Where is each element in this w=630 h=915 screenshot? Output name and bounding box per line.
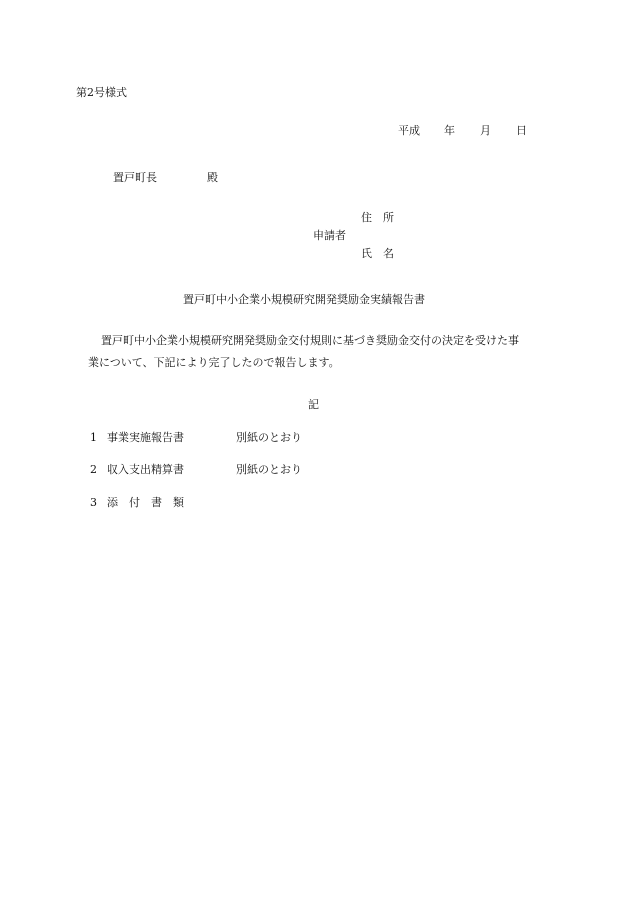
- addressee-honorific: 殿: [207, 171, 218, 184]
- item-number: 1: [90, 431, 97, 444]
- ki-label: 記: [308, 398, 319, 411]
- item-number: 3: [90, 496, 97, 509]
- addressee-name: 置戸町長: [113, 171, 157, 184]
- item-number: 2: [90, 463, 97, 476]
- item-label: 添 付 書 類: [107, 496, 184, 509]
- item-value: 別紙のとおり: [236, 463, 302, 476]
- date-year: 年: [444, 124, 455, 137]
- date-month: 月: [480, 124, 491, 137]
- item-value: 別紙のとおり: [236, 431, 302, 444]
- form-number: 第2号様式: [76, 86, 127, 99]
- date-era: 平成: [398, 124, 420, 137]
- date-day: 日: [516, 124, 527, 137]
- document-title: 置戸町中小企業小規模研究開発奨励金実績報告書: [183, 293, 425, 306]
- address-label: 住 所: [361, 211, 394, 224]
- applicant-label: 申請者: [313, 229, 346, 242]
- item-label: 事業実施報告書: [107, 431, 184, 444]
- name-label: 氏 名: [361, 247, 394, 260]
- body-line-2: 業について、下記により完了したので報告します。: [88, 356, 340, 369]
- body-line-1: 置戸町中小企業小規模研究開発奨励金交付規則に基づき奨励金交付の決定を受けた事: [101, 334, 519, 347]
- item-label: 収入支出精算書: [107, 463, 184, 476]
